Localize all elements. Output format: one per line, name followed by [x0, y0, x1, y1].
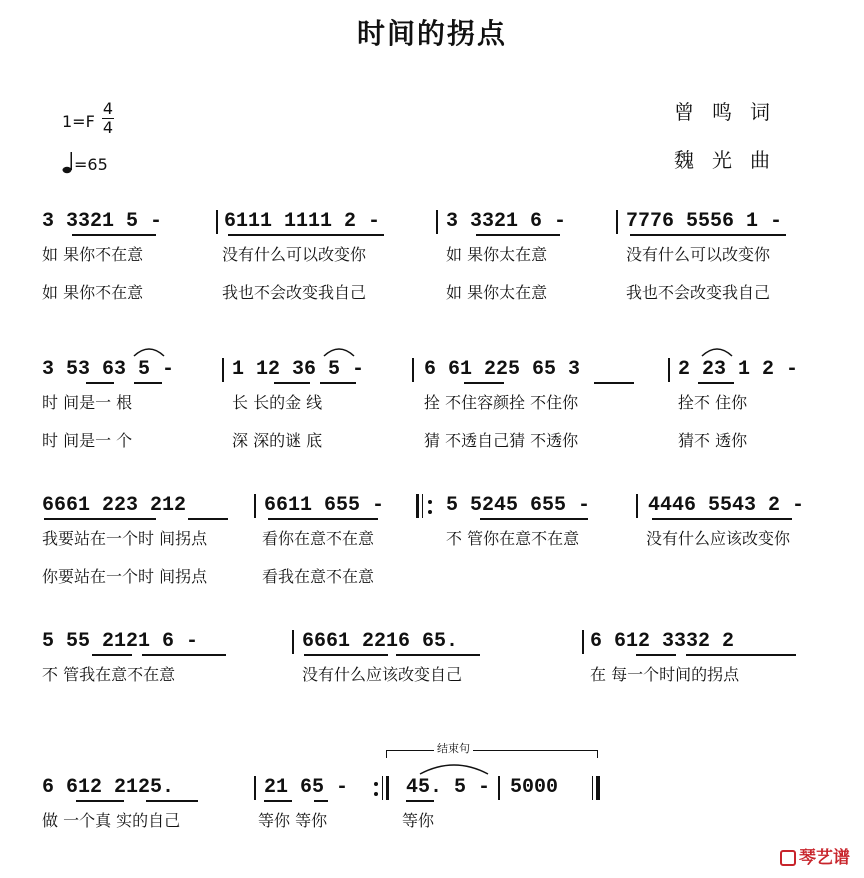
barline — [668, 358, 670, 382]
barline — [436, 210, 438, 234]
lyric-line-2: 如 果你太在意 — [446, 283, 548, 302]
ending-bracket-tick — [597, 750, 598, 758]
logo-icon — [780, 850, 796, 866]
lyric-line-2: 时 间是一 个 — [42, 431, 133, 450]
slur-mark — [700, 344, 734, 358]
lyric-line-2: 我也不会改变我自己 — [626, 283, 771, 302]
beam-underline — [480, 518, 588, 520]
lyric-line-1: 没有什么应该改变你 — [646, 529, 791, 548]
tempo-value: =65 — [74, 155, 108, 174]
lyricist-credit: 曾鸣词 — [674, 100, 788, 124]
repeat-start-barline — [416, 494, 419, 518]
beam-underline — [686, 654, 796, 656]
key-signature: 1=F — [62, 112, 95, 131]
beam-underline — [86, 382, 114, 384]
barline — [254, 776, 256, 800]
repeat-dot — [428, 500, 432, 504]
lyric-line-2: 你要站在一个时 间拐点 — [42, 567, 208, 586]
ending-label: 结束句 — [434, 740, 473, 756]
measure-16-notes: 6 612 2125. — [42, 776, 175, 799]
beam-underline — [142, 654, 226, 656]
measure-13-notes: 5 55 2121 6 - — [42, 630, 199, 653]
measure-7-notes: 6 61 225 65 3 — [424, 358, 581, 381]
barline — [292, 630, 294, 654]
lyric-line-2: 深 深的谜 底 — [232, 431, 323, 450]
lyric-line-1: 拴 不住容颜拴 不住你 — [424, 393, 579, 412]
quarter-note-icon — [62, 152, 74, 174]
beam-underline — [652, 518, 792, 520]
measure-1-notes: 3 3321 5 - — [42, 210, 163, 233]
repeat-dot — [428, 510, 432, 514]
lyric-line-1: 如 果你不在意 — [42, 245, 144, 264]
beam-underline — [264, 800, 292, 802]
ending-bracket-line — [386, 750, 598, 751]
lyric-line-1: 在 每一个时间的拐点 — [590, 665, 740, 684]
measure-19-notes: 5000 — [510, 776, 559, 799]
beam-underline — [314, 800, 328, 802]
song-title: 时间的拐点 — [356, 17, 507, 50]
lyric-line-1: 时 间是一 根 — [42, 393, 133, 412]
slur-mark — [322, 344, 356, 358]
barline — [616, 210, 618, 234]
measure-11-notes: 5 5245 655 - — [446, 494, 591, 517]
measure-2-notes: 6111 1111 2 - — [224, 210, 381, 233]
lyric-line-1: 做 一个真 实的自己 — [42, 811, 181, 830]
measure-4-notes: 7776 5556 1 - — [626, 210, 783, 233]
lyric-line-1: 没有什么应该改变自己 — [302, 665, 463, 684]
lyric-line-1: 长 长的金 线 — [232, 393, 323, 412]
lyric-line-1: 如 果你太在意 — [446, 245, 548, 264]
composer-credit: 魏光曲 — [674, 148, 788, 172]
beam-underline — [636, 654, 676, 656]
measure-12-notes: 4446 5543 2 - — [648, 494, 805, 517]
beam-underline — [92, 654, 132, 656]
lyric-line-2: 猜不 透你 — [678, 431, 748, 450]
measure-5-notes: 3 53 63 5 - — [42, 358, 175, 381]
barline — [498, 776, 500, 800]
lyric-line-1: 我要站在一个时 间拐点 — [42, 529, 208, 548]
beam-underline — [134, 382, 162, 384]
repeat-dot — [374, 792, 378, 796]
measure-8-notes: 2 23 1 2 - — [678, 358, 799, 381]
lyric-line-1: 等你 — [402, 811, 435, 830]
ending-bracket-tick — [386, 750, 387, 758]
barline — [222, 358, 224, 382]
repeat-start-barline — [422, 494, 423, 518]
barline — [636, 494, 638, 518]
beam-underline — [72, 234, 156, 236]
measure-18-notes: 45. 5 - — [406, 776, 491, 799]
measure-14-notes: 6661 2216 65. — [302, 630, 459, 653]
lyric-line-1: 不 管我在意不在意 — [42, 665, 176, 684]
beam-underline — [76, 800, 124, 802]
beam-underline — [268, 518, 378, 520]
lyric-line-1: 看你在意不在意 — [262, 529, 375, 548]
beam-underline — [406, 800, 434, 802]
beam-underline — [698, 382, 734, 384]
barline — [412, 358, 414, 382]
beam-underline — [146, 800, 198, 802]
measure-15-notes: 6 612 3332 2 — [590, 630, 735, 653]
lyric-line-1: 不 管你在意不在意 — [446, 529, 580, 548]
lyric-line-2: 猜 不透自己猜 不透你 — [424, 431, 579, 450]
barline — [254, 494, 256, 518]
beam-underline — [228, 234, 384, 236]
watermark-text: 琴艺谱 — [799, 848, 850, 868]
beam-underline — [464, 382, 504, 384]
time-signature-bottom: 4 — [102, 118, 114, 137]
beam-underline — [396, 654, 480, 656]
repeat-dot — [374, 782, 378, 786]
lyric-line-2: 看我在意不在意 — [262, 567, 375, 586]
slur-mark — [132, 344, 166, 358]
measure-10-notes: 6611 655 - — [264, 494, 385, 517]
lyric-line-1: 没有什么可以改变你 — [626, 245, 771, 264]
measure-17-notes: 21 65 - — [264, 776, 349, 799]
beam-underline — [304, 654, 388, 656]
tempo-marking — [62, 152, 108, 174]
repeat-end-barline — [386, 776, 389, 800]
slur-mark — [418, 760, 490, 776]
lyric-line-1: 没有什么可以改变你 — [222, 245, 367, 264]
watermark-logo — [780, 843, 850, 868]
final-barline — [596, 776, 600, 800]
time-signature — [100, 100, 116, 137]
lyric-line-1: 等你 等你 — [258, 811, 328, 830]
measure-3-notes: 3 3321 6 - — [446, 210, 567, 233]
beam-underline — [320, 382, 356, 384]
lyric-line-2: 我也不会改变我自己 — [222, 283, 367, 302]
beam-underline — [594, 382, 634, 384]
barline — [582, 630, 584, 654]
beam-underline — [188, 518, 228, 520]
repeat-end-barline — [382, 776, 383, 800]
measure-9-notes: 6661 223 212 — [42, 494, 187, 517]
final-barline — [592, 776, 593, 800]
lyric-line-1: 拴不 住你 — [678, 393, 748, 412]
beam-underline — [630, 234, 786, 236]
beam-underline — [476, 234, 560, 236]
barline — [216, 210, 218, 234]
time-signature-top: 4 — [102, 99, 114, 118]
beam-underline — [274, 382, 310, 384]
beam-underline — [44, 518, 156, 520]
measure-6-notes: 1 12 36 5 - — [232, 358, 365, 381]
lyric-line-2: 如 果你不在意 — [42, 283, 144, 302]
